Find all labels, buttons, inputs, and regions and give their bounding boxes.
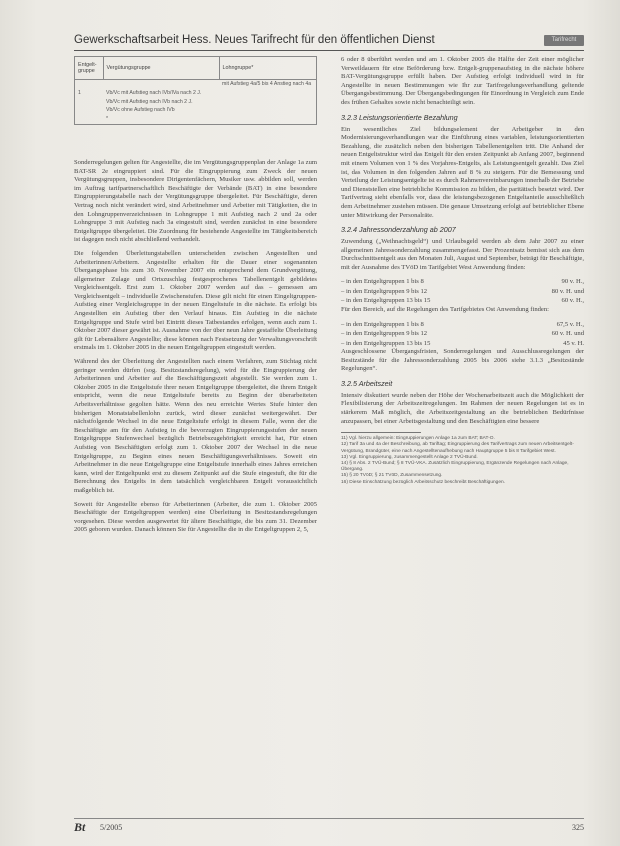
section-heading: 3.2.5 Arbeitszeit <box>341 378 393 388</box>
list-item-value: 90 v. H., <box>561 278 584 286</box>
list-item-label: – in den Entgeltgruppen 9 bis 12 <box>341 330 428 338</box>
table-cell <box>75 106 104 115</box>
list-item <box>341 287 584 297</box>
table-header-verguetungsgruppe: Vergütungsgruppe <box>103 57 219 80</box>
list-item-value: 80 v. H. und <box>551 287 584 295</box>
table-cell: 1 <box>75 89 104 98</box>
section-heading: 3.2.3 Leistungsorientierte Bezahlung <box>341 112 458 122</box>
running-header <box>74 34 584 51</box>
table-cell: Vb/Vc ohne Aufstieg nach IVb <box>106 107 175 114</box>
footnote: 13) Vgl. Eingruppierung, zusammengestellt Anlage 2 TVÜ-Bund. <box>341 454 478 460</box>
table-row <box>75 106 317 115</box>
body-paragraph: Während des der Überleitung der Angestellten nach einem Verfahren, zum Stichtag nicht geringer werden dürfen (sog. Besitzstandsregelung), wird für die Eingruppierung der Arbeiterinnen und Arbeiter auf die Beschäftigungszeit abgestellt. Sie werden zum 1. Oktober 2005 in die Entgeltstufe ihrer neuen Entgeltgruppe übergeleitet, die ihrem Entgelt entspricht, wenn die neue Entgeltstufe bereits zu Beginn der überarbeiteten Arbeitsverhältnisse gegolten hätte. Wenn des neu erreichte Wertes Stufe hinter den bisherigen Monatstabellenlohn zurück, wird dieser zunächst weitergewährt. Der nächstfolgende Wechsel in die neue Entgeltstufe erfolgt in diesem Falle, wenn der die Beschäftigte am für den Aufstieg in die bevorzugten Eingruppierungsstufen der neuen Entgeltgruppe Stufenwechsel bezüglich Betriebszugehörigkeit erreicht hat, Für einen Aufstieg von Beschäftigten erfolgt zum 1. Oktober 2007 der Wechsel in die neue Entgeltgruppe, zu Beginn eines neuen Beschäftigungsverhältnisses. Soweit ein Arbeitnehmer in die neue Entgeltgruppe eine Entgeltstufe innerhalb eines Jahres erreichen kann, wird der Entgeltpunkt erst zu diesem Zeitpunkt auf die Stufe eingestuft, die für die Berechnung des Entgelts in dem tatsächlich vergleichbaren Entgelt voraussichtlich maßgeblich ist. <box>74 358 317 494</box>
header-title: Gewerkschaftsarbeit Hess. Neues Tarifrecht für den öffentlichen Dienst <box>74 34 435 46</box>
table-cell <box>219 106 317 115</box>
body-paragraph: Die folgenden Überleitungstabellen unterscheiden zwischen Angestellten und Arbeiterinnen/Arbeitern. Angestellte erhalten für die Dauer einer sogenannten Übergangsphase bis zum 30. November 2007 ein entsprechend dem Grundvergütung, allgemeiner Zulage und Ortszuschlag festgesprochenes Tabellenentgelt gebildetes Vergleichsentgelt. Erst zum 1. Oktober 2007 werden auf das – gemessen am Vergleichsentgelt – individuelle Zwischenstufen. Diese gilt nicht für einen Eingeltgruppen-Aufstieg einer Vergleichsgruppe in der neuen Eingeltstufe in die nächste. Es erfolgt bis Angestellten ein Aufstieg über den Verlauf hinaus. Ein Aufstieg in die nächste Entgeltgruppe und Stufe wird bei Eintritt dieses Tatbestandes erfolgen, wenn auch zum 1. Oktober 2007 dieser gewährt ist. Ausnahme von der über neun Jahre gestaffelte Überleitung gilt für Lebensältere Angestellte; diese können nach Festsetzung der Verwaltungsvorschrift erstmals im 1. Oktober 2005 in die neuen Entgeltgruppen eingestuft werden. <box>74 249 317 352</box>
list-item-label: – in den Entgeltgruppen 9 bis 12 <box>341 287 428 295</box>
table-cell <box>75 80 104 89</box>
table-header-entgeltgruppe: Entgelt- gruppe <box>75 57 104 80</box>
body-paragraph: Für den Bereich, auf die Regelungen des Tarifgebietes Ost Anwendung finden: <box>341 305 549 313</box>
list-item <box>341 296 584 306</box>
table-cell <box>75 98 104 107</box>
table-cell: * <box>103 115 219 124</box>
body-paragraph: Soweit für Angestellte ebenso für Arbeiterinnen (Arbeiter, die zum 1. Oktober 2005 Beschäftigte der Entgeltgruppen werden) eine Überleitung in Besitzstandsregelungen vorgesehen. Diese werden ausgewertet für ältere Beschäftigte, die bis zum 31. Dezember 2005 geboren wurden. Danach können Sie für Angestellte die in die Entgeltgruppen 2, 5, <box>74 500 317 534</box>
rate-list-ost <box>341 320 584 349</box>
section-badge <box>544 35 584 46</box>
footnote: 11) Vgl. hierzu allgemein: Eingruppierungen Anlage 1a zum BAT; BAT-O. <box>341 436 495 442</box>
footnote: 16) Diese Einschätzung bezüglich Arbeitsschutz beschreibt Beschäftigungen. <box>341 479 505 485</box>
footnotes <box>341 436 584 486</box>
page-footer <box>74 818 584 833</box>
body-paragraph: 6 oder 8 überführt werden und am 1. Oktober 2005 die Hälfte der Zeit einer möglicher Verweildauern für eine Beförderung bzw. Entgelt-gruppenaufstieg in die nächste höhere BAT-Vergütungsgruppe erfüllt haben. Der Aufstieg erfolgt individuell wird in für Angestellte in neuen Bestimmungen wie Ihr zur Tarifregelungsverhandlung geltende Übergangsbestimmung. Der Übergangsbedingungen für Einordnung in Vergleich zum Ende des frühen Gehaltes sowie nicht benachteiligt sein. <box>341 56 584 106</box>
overleitung-table <box>74 56 317 125</box>
list-item <box>341 320 584 330</box>
table-row <box>75 80 317 89</box>
footnote-divider <box>341 432 421 433</box>
body-paragraph: Zuwendung („Weihnachtsgeld“) und Urlaubsgeld werden ab dem Jahr 2007 zu einer allgemeinen Jahressonderzahlung zusammengefasst. Der Prozentsatz bemisst sich aus dem Durchschnittsentgelt aus den Monaten Juli, August und September, beträgt für Beschäftigte, mit der Ausnahme des TVöD im Tarifgebiet West Anwendung finden: <box>341 238 584 271</box>
table-cell <box>75 115 104 124</box>
table-row <box>75 89 317 98</box>
journal-logo: Bt <box>74 820 86 834</box>
page-number: 325 <box>572 823 584 832</box>
rate-list-west <box>341 277 584 306</box>
left-column <box>74 56 317 540</box>
table-cell: Vb/Vc mit Aufstieg nach IVb/IVa nach 2 J. <box>106 89 202 96</box>
list-item-value: 67,5 v. H., <box>556 320 584 328</box>
section-heading: 3.2.4 Jahressonderzahlung ab 2007 <box>341 225 456 235</box>
table-row <box>75 98 317 107</box>
table-cell: Vb/Vc mit Aufstieg nach IVb nach 2 J. <box>106 98 193 105</box>
list-item-label: – in den Entgeltgruppen 1 bis 8 <box>341 278 424 286</box>
table-cell <box>219 98 317 107</box>
table-row <box>75 115 317 124</box>
table-cell <box>219 89 317 98</box>
body-paragraph: Sonderregelungen gelten für Angestellte, die im Vergütungsgruppenplan der Anlage 1a zum BAT-SR 2e eingruppiert sind. Für die Eingruppierung zum Zweck der neuen Vergütungsgruppen, insbesondere Dirigentenfächern, Musiker usw. abbilden soll, werden im Auftrag tarifpartnerschaftlich Beschäftigte der Verbände (BAT) in eine besondere Eingruppierungstabelle nach der Vergütungsgruppe übergeleitet. Für Beschäftigte, deren Vertrag noch nicht verändert wird, sind Arbeitnehmer und Arbeiter mit Tätigkeiten, die in den Lohngruppenverzeichnissen in Lohngruppe 1 mit Aufstieg nach 2 und 2a oder Lohngruppe 3 mit Aufstieg nach 3a eingestuft sind, werden zunächst in eine besondere Entgeltgruppe übergeleitet. Die Zuordnung für bestehende Angestellte im Tätigkeitsbereich ist dagegen noch nicht abschließend verhandelt. <box>74 158 317 244</box>
body-paragraph: Ausgeschlossene Übergangsfristen, Sonderregelungen und Ausschlussregelungen der Besitzstände für die Jahressonderzahlung 2005 bis 2006 siehe 3.1.3 „Besitzstände Regelungen“. <box>341 348 584 373</box>
list-item-label: – in den Entgeltgruppen 13 bis 15 <box>341 297 431 305</box>
list-item-value: 60 v. H. und <box>551 330 584 338</box>
list-item-label: – in den Entgeltgruppen 13 bis 15 <box>341 339 431 347</box>
list-item <box>341 339 584 349</box>
list-item-value: 45 v. H. <box>563 339 584 347</box>
issue-number: 5/2005 <box>100 823 123 832</box>
list-item-value: 60 v. H., <box>561 297 584 305</box>
table-cell: mit Aufstieg 4a/5 bis 4 Anstieg nach 4a <box>219 80 317 89</box>
section-badge-label: Tarifrecht <box>551 37 577 43</box>
list-item-label: – in den Entgeltgruppen 1 bis 8 <box>341 320 424 328</box>
list-item <box>341 277 584 287</box>
footnote: 15) § 20 TVöD; § 21 TVöD, Zusammensetzung. <box>341 473 443 479</box>
list-item <box>341 329 584 339</box>
table-header-lohngruppe: Lohngruppe* <box>219 57 317 80</box>
table-cell <box>219 115 317 124</box>
table-cell <box>103 80 219 89</box>
right-column <box>341 56 584 486</box>
footnote: 12) Tarif 3a und 4a der Beschreibung, ab Tariftag; Eingruppierung des Tarifvertrags zum neuen Arbeitsentgelt-Vergütung, Brandgüter, eine nach Angestelltenaufhebung nach Hauptgruppe 5 bis 8 Tarifgebiet West. <box>341 442 574 454</box>
footnote: 14) § 8 Abs. 2 TVÜ-Bund; § 8 TVÜ-VKA. Zusätzlich Eingruppierung, Ergänzende Regelungen nach Anlage, Übergang. <box>341 461 569 473</box>
body-paragraph: Intensiv diskutiert wurde neben der Höhe der Wochenarbeitszeit auch die Möglichkeit der Flexibilisierung der Arbeitszeitregelungen. Im Rahmen der neuen Regelungen ist es in stärkerem Maß möglich, die Arbeitszeitgestaltung an die betrieblichen Bedürfnisse anzupassen, bei einer Arbeitsgestaltung und den Beschäftigten eine bessere <box>341 391 584 425</box>
body-paragraph: Ein wesentliches Ziel bildungselement der Arbeitgeber in den Modernisierungsverhandlungen war die Einführung eines variablen, leistungsorientierten Bezahlung, die zusätzlich neben den bisherigen Tabellenentgelten tritt. Die Anhand der neuen Entgeltstruktur wird das Entgelt für den ersten Zeitpunkt ab Anfang 2007, beginnend mit einem Volumen von 1 % des Vorjahres-Entgelts, als Leistungsentgelt gezahlt. Das Ziel ist, das Volumen in den folgenden Jahren auf 8 % zu steigern. Für die Bemessung und Verteilung der Leistungsentgelte ist es durch Rahmenvereinbarungen innerhalb der Betriebe und Dienststellen eine betriebliche Kommission zu bilden, die paritätisch besetzt wird. Der Tarifvertrag sieht ebenfalls vor, dass die leistungsbezogenen Entgeltanteile ausschließlich dem Arbeitnehmer zustehen müssen. Die genaue Umsetzung erfolgt auf betrieblicher Ebene unter Mitwirkung der Personalräte. <box>341 125 584 219</box>
